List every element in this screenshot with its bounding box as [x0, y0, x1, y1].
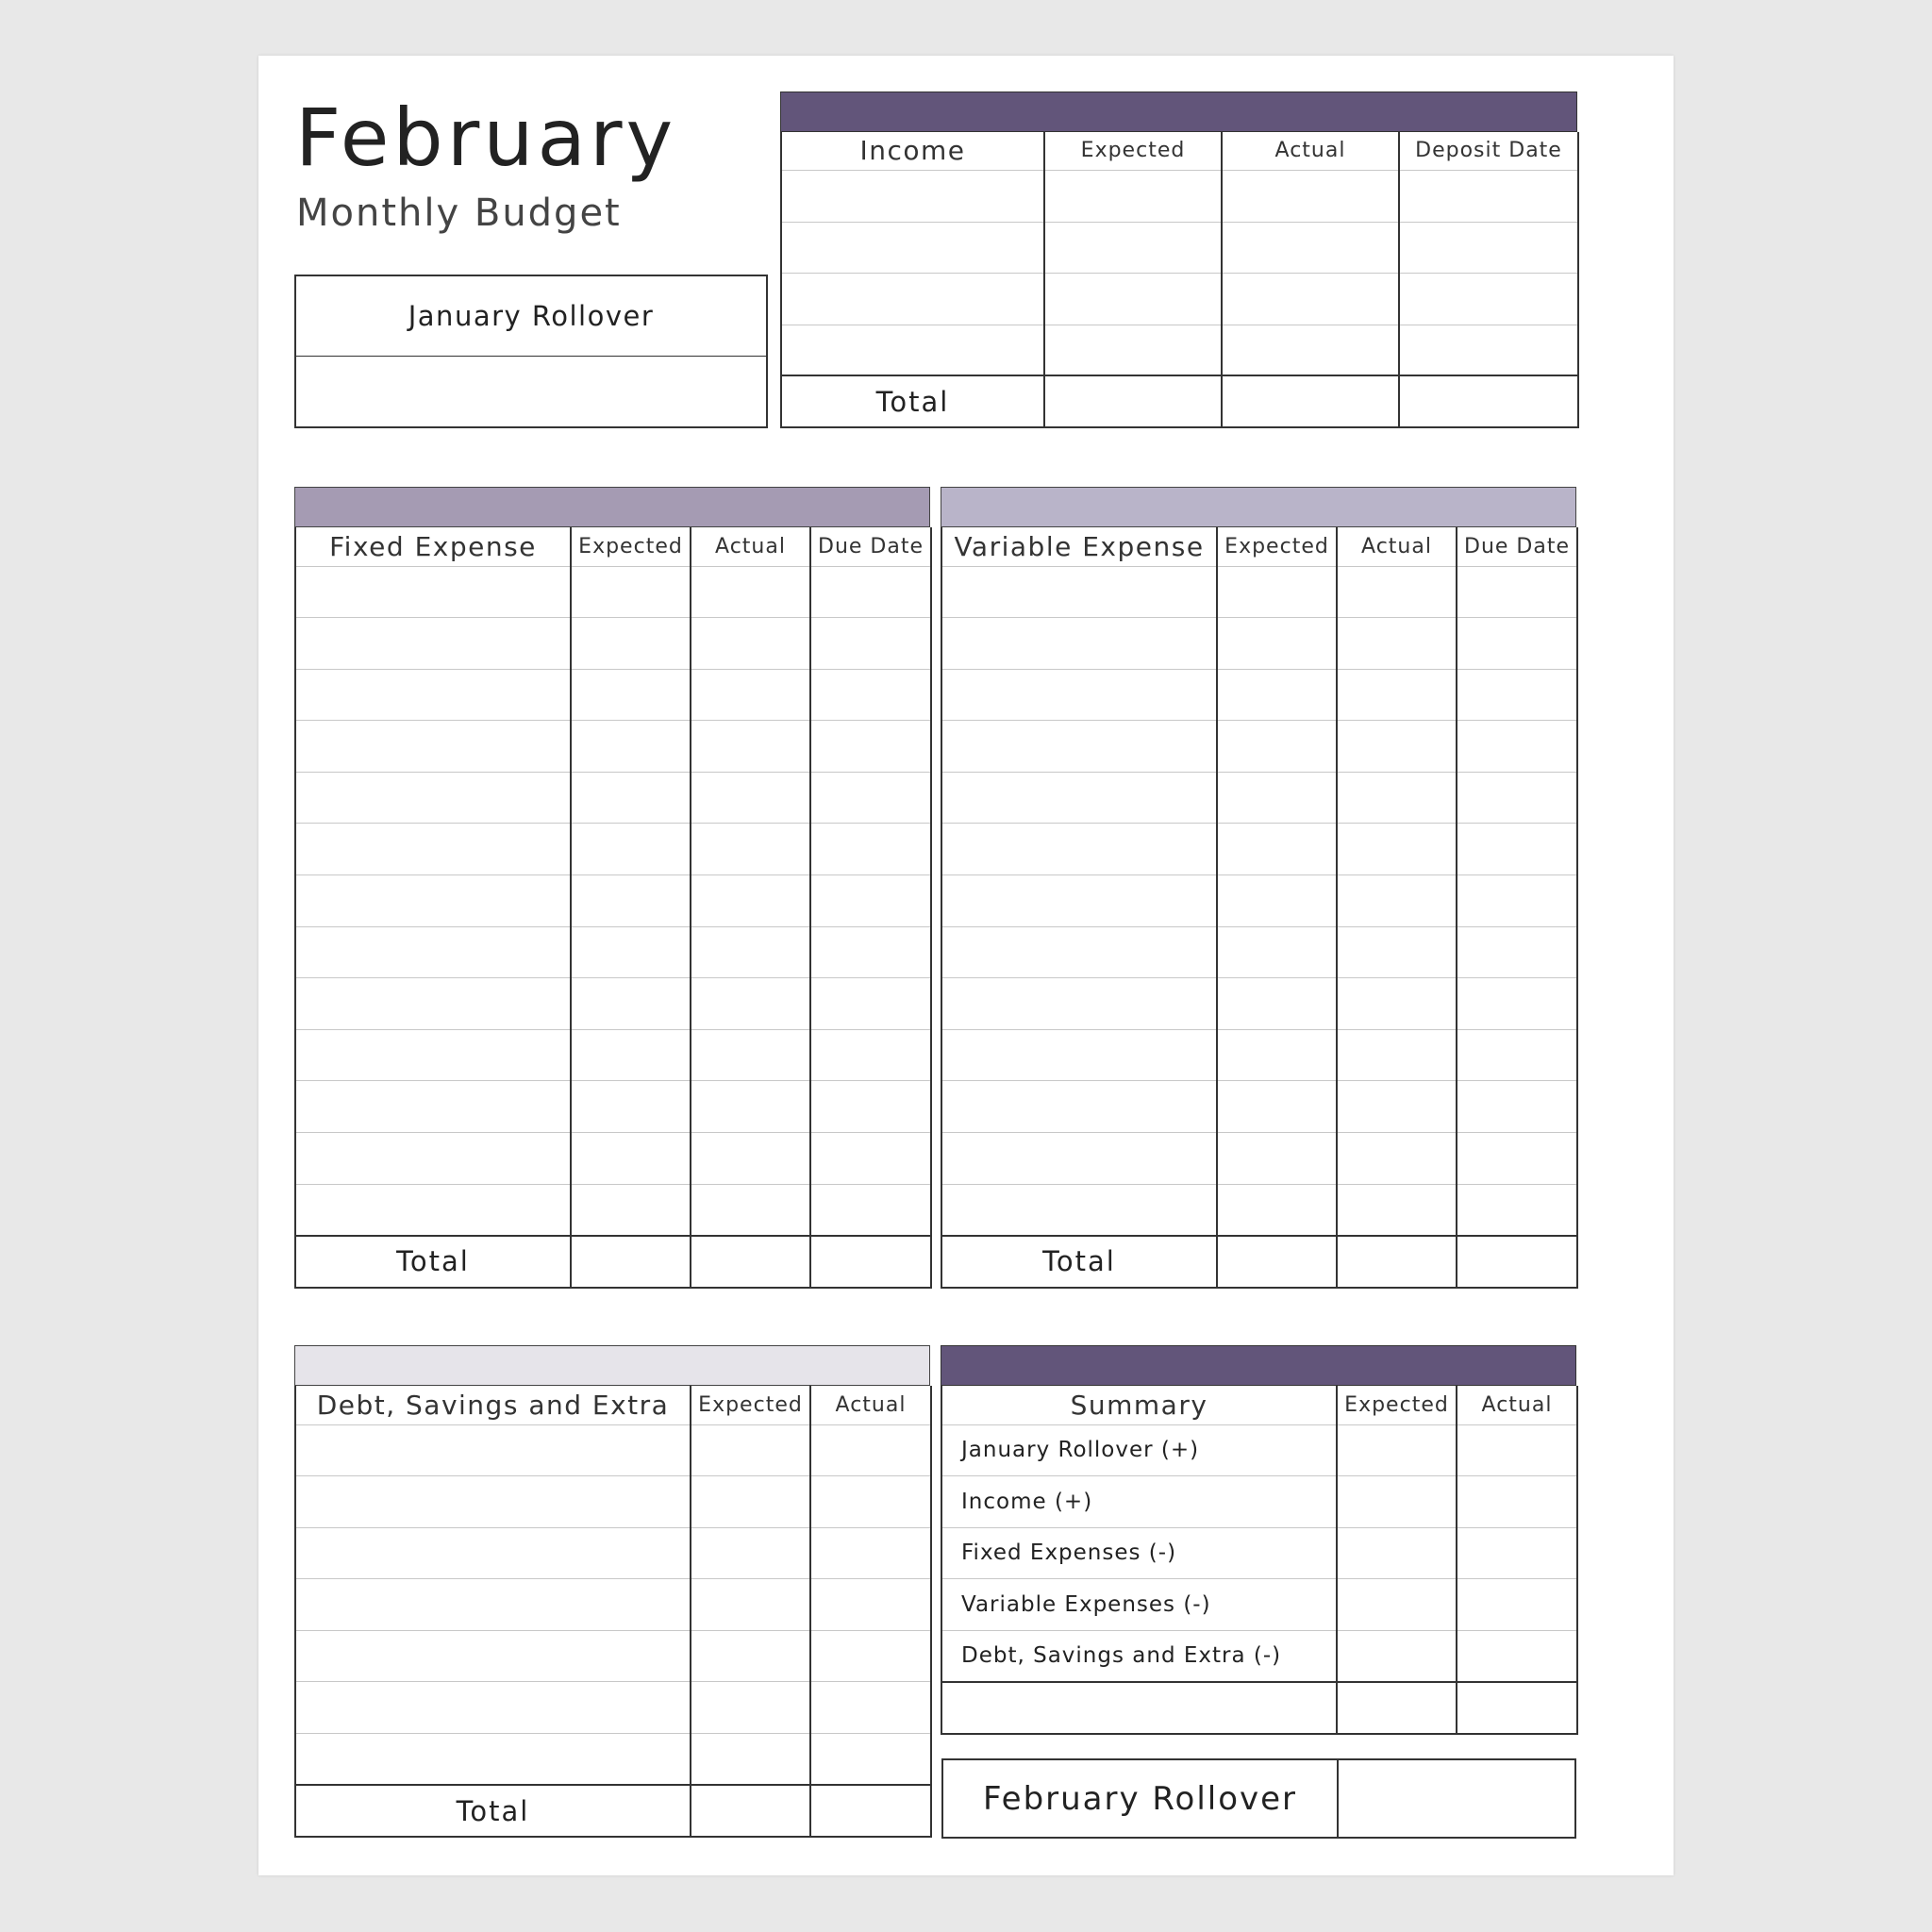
table-row[interactable]	[781, 325, 1578, 375]
table-row[interactable]	[941, 566, 1577, 618]
variable-col-expected: Expected	[1217, 527, 1337, 566]
table-row[interactable]	[295, 978, 931, 1030]
debt-total-expected[interactable]	[691, 1785, 810, 1837]
table-row[interactable]	[941, 926, 1577, 978]
fixed-total-due[interactable]	[810, 1236, 931, 1288]
table-row[interactable]	[295, 772, 931, 824]
debt-total-row	[295, 1785, 931, 1837]
summary-col-actual: Actual	[1457, 1386, 1577, 1424]
income-header-bar	[780, 92, 1577, 132]
variable-expense-section	[941, 487, 1576, 1290]
table-row[interactable]	[295, 824, 931, 875]
table-row[interactable]	[781, 222, 1578, 273]
table-row[interactable]	[941, 875, 1577, 927]
table-row[interactable]	[295, 566, 931, 618]
previous-rollover-box	[294, 275, 768, 428]
fixed-expense-section	[294, 487, 930, 1290]
table-row[interactable]	[295, 1527, 931, 1579]
summary-row-income[interactable]	[941, 1476, 1577, 1528]
page-subtitle: Monthly Budget	[296, 192, 622, 235]
variable-col-name: Variable Expense	[941, 527, 1217, 566]
table-row[interactable]	[941, 1133, 1577, 1185]
table-row[interactable]	[941, 618, 1577, 670]
summary-result-row[interactable]	[941, 1682, 1577, 1734]
table-row[interactable]	[295, 875, 931, 927]
table-row[interactable]	[295, 1029, 931, 1081]
income-total-date[interactable]	[1399, 375, 1578, 427]
income-col-actual: Actual	[1222, 132, 1399, 170]
previous-rollover-label: January Rollover	[296, 276, 766, 357]
page-title: February	[295, 92, 677, 184]
debt-total-label: Total	[295, 1785, 691, 1837]
summary-row-label: Income (+)	[941, 1476, 1337, 1528]
table-row[interactable]	[781, 273, 1578, 325]
variable-total-due[interactable]	[1457, 1236, 1577, 1288]
debt-savings-header-bar	[294, 1345, 930, 1386]
table-row[interactable]	[295, 1184, 931, 1236]
income-total-label: Total	[781, 375, 1044, 427]
table-row[interactable]	[295, 1476, 931, 1528]
debt-col-name: Debt, Savings and Extra	[295, 1386, 691, 1424]
table-row[interactable]	[941, 721, 1577, 773]
next-rollover-label: February Rollover	[943, 1760, 1339, 1837]
fixed-col-due: Due Date	[810, 527, 931, 566]
next-rollover-box	[941, 1758, 1576, 1839]
table-row[interactable]	[295, 1133, 931, 1185]
table-row[interactable]	[941, 824, 1577, 875]
fixed-expense-header-bar	[294, 487, 930, 527]
income-section	[780, 92, 1577, 430]
variable-total-actual[interactable]	[1337, 1236, 1457, 1288]
fixed-total-actual[interactable]	[691, 1236, 810, 1288]
table-row[interactable]	[295, 1081, 931, 1133]
variable-total-expected[interactable]	[1217, 1236, 1337, 1288]
table-row[interactable]	[295, 721, 931, 773]
summary-result-expected[interactable]	[1337, 1682, 1457, 1734]
table-row[interactable]	[781, 170, 1578, 222]
debt-savings-section	[294, 1345, 930, 1840]
fixed-col-actual: Actual	[691, 527, 810, 566]
table-row[interactable]	[941, 1184, 1577, 1236]
fixed-col-expected: Expected	[571, 527, 691, 566]
fixed-total-label: Total	[295, 1236, 571, 1288]
table-row[interactable]	[295, 926, 931, 978]
table-row[interactable]	[295, 1579, 931, 1631]
previous-rollover-value-field[interactable]	[296, 357, 766, 427]
variable-total-row	[941, 1236, 1577, 1288]
summary-row-label: Fixed Expenses (-)	[941, 1527, 1337, 1579]
summary-row-label: Variable Expenses (-)	[941, 1579, 1337, 1631]
income-total-expected[interactable]	[1044, 375, 1222, 427]
table-row[interactable]	[295, 669, 931, 721]
table-row[interactable]	[941, 978, 1577, 1030]
summary-col-name: Summary	[941, 1386, 1337, 1424]
table-row[interactable]	[295, 1682, 931, 1734]
income-total-actual[interactable]	[1222, 375, 1399, 427]
table-row[interactable]	[295, 1630, 931, 1682]
variable-expense-header-bar	[941, 487, 1576, 527]
summary-section	[941, 1345, 1576, 1736]
income-col-date: Deposit Date	[1399, 132, 1578, 170]
next-rollover-value-field[interactable]	[1339, 1760, 1574, 1837]
fixed-col-name: Fixed Expense	[295, 527, 571, 566]
variable-expense-table	[941, 527, 1578, 1289]
income-col-name: Income	[781, 132, 1044, 170]
income-total-row	[781, 375, 1578, 427]
table-row[interactable]	[941, 1029, 1577, 1081]
income-table	[780, 132, 1579, 428]
fixed-total-expected[interactable]	[571, 1236, 691, 1288]
summary-header-bar	[941, 1345, 1576, 1386]
summary-col-expected: Expected	[1337, 1386, 1457, 1424]
fixed-expense-table	[294, 527, 932, 1289]
variable-col-due: Due Date	[1457, 527, 1577, 566]
income-col-expected: Expected	[1044, 132, 1222, 170]
table-row[interactable]	[941, 772, 1577, 824]
debt-savings-table	[294, 1386, 932, 1838]
table-row[interactable]	[941, 1081, 1577, 1133]
debt-total-actual[interactable]	[810, 1785, 931, 1837]
summary-result-actual[interactable]	[1457, 1682, 1577, 1734]
table-row[interactable]	[941, 669, 1577, 721]
table-row[interactable]	[295, 1424, 931, 1476]
summary-row-variable-expenses[interactable]	[941, 1579, 1577, 1631]
summary-row-fixed-expenses[interactable]	[941, 1527, 1577, 1579]
summary-row-label: Debt, Savings and Extra (-)	[941, 1630, 1337, 1682]
summary-table	[941, 1386, 1578, 1735]
table-row[interactable]	[295, 618, 931, 670]
variable-total-label: Total	[941, 1236, 1217, 1288]
table-row[interactable]	[295, 1734, 931, 1786]
variable-col-actual: Actual	[1337, 527, 1457, 566]
fixed-total-row	[295, 1236, 931, 1288]
summary-result-label-field[interactable]	[941, 1682, 1337, 1734]
summary-row-debt-savings[interactable]	[941, 1630, 1577, 1682]
summary-row-label: January Rollover (+)	[941, 1424, 1337, 1476]
debt-col-actual: Actual	[810, 1386, 931, 1424]
debt-col-expected: Expected	[691, 1386, 810, 1424]
summary-row-january-rollover[interactable]	[941, 1424, 1577, 1476]
